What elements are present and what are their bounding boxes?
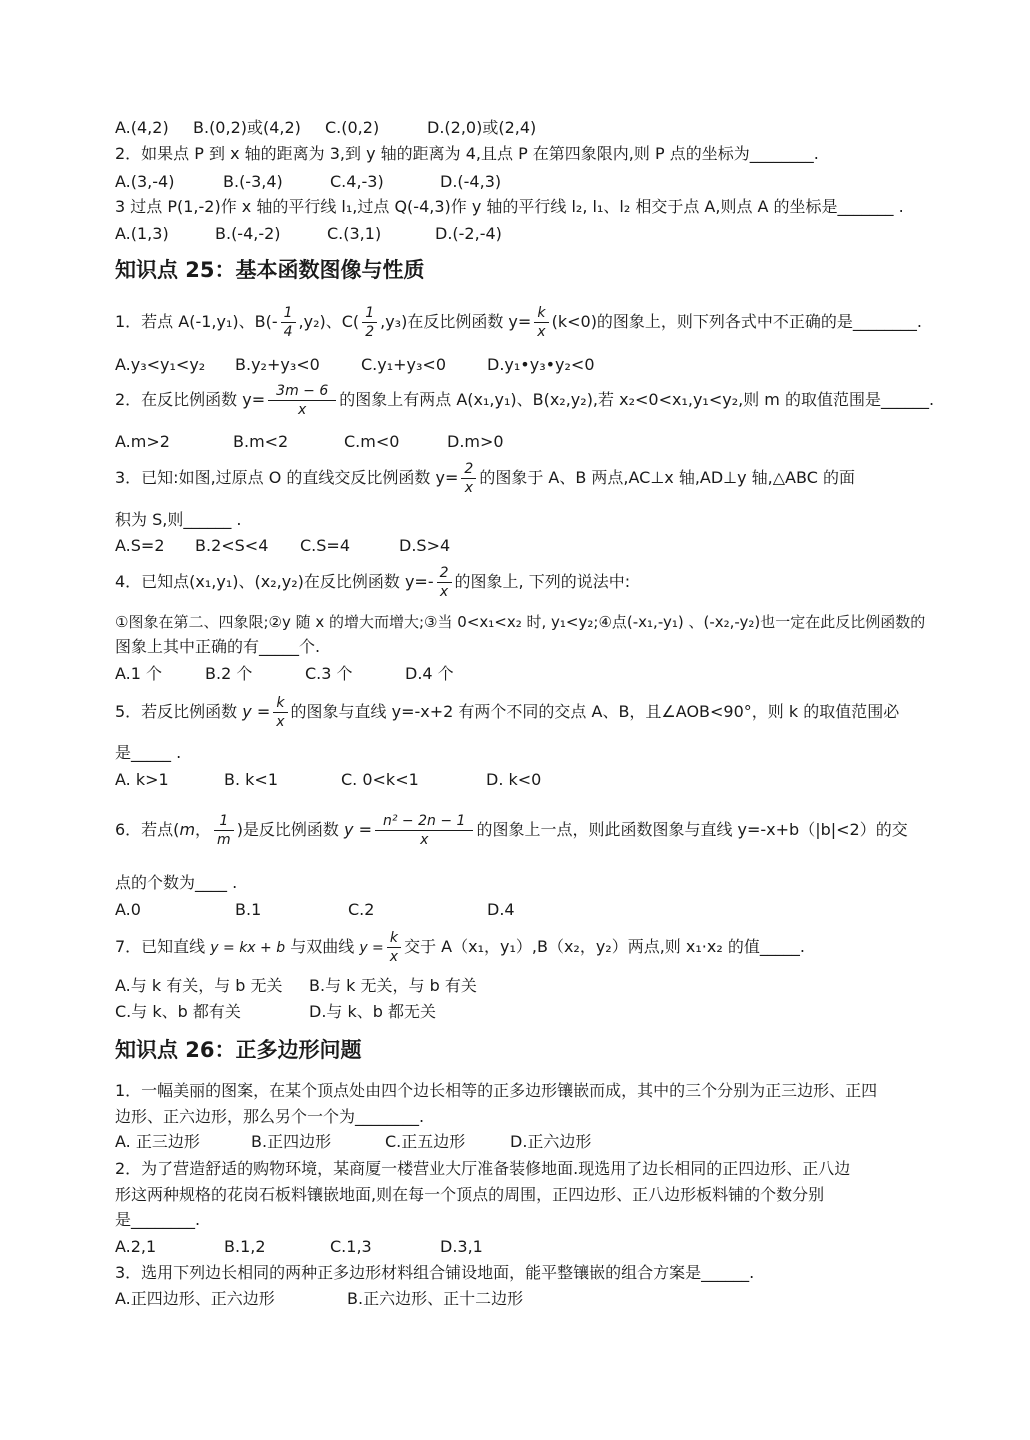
option-d: D.(-2,-4) <box>435 224 502 243</box>
denominator: x <box>537 324 546 340</box>
question-text: 的图象上, 下列的说法中: <box>454 572 631 591</box>
fraction <box>375 812 473 849</box>
fraction <box>281 304 296 341</box>
option-d: D. k<0 <box>486 770 542 789</box>
numerator: 1 <box>281 304 296 323</box>
question-text: )是反比例函数 <box>236 820 339 839</box>
option-a: A.正四边形、正六边形 <box>115 1289 275 1308</box>
question-text: 5．若反比例函数 <box>115 702 238 721</box>
option-b: B.(-4,-2) <box>215 224 281 243</box>
question-text: ,y₂)、C( <box>298 312 360 331</box>
option-c: C.正五边形 <box>385 1132 466 1151</box>
option-a: A.0 <box>115 900 141 919</box>
numerator: 3m − 6 <box>268 382 336 401</box>
option-d: D.y₁•y₃•y₂<0 <box>487 355 595 374</box>
numerator: n² − 2n − 1 <box>375 812 473 831</box>
option-b: B.2 个 <box>205 664 253 683</box>
question-text: ①图象在第二、四象限;②y 随 x 的增大而增大;③当 0<x₁<x₂ 时, y₁<y₂;④点(-x₁,-y₁) 、(-x₂,-y₂)也一定在此反比例函数的 <box>115 613 926 631</box>
question-2 <box>115 382 934 419</box>
option-a: A.1 个 <box>115 664 163 683</box>
option-d: D.4 <box>487 900 515 919</box>
question-6 <box>115 812 908 849</box>
question-text: 1．一幅美丽的图案，在某个顶点处由四个边长相等的正多边形镶嵌而成，其中的三个分别为正三边形、正四 <box>115 1081 878 1100</box>
fraction <box>461 460 476 497</box>
fraction <box>437 564 452 601</box>
math-expression: m <box>179 820 196 839</box>
section-heading: 知识点 26：正多边形问题 <box>115 1038 362 1062</box>
option-d: D.3,1 <box>440 1237 483 1256</box>
option-d: D.(-4,3) <box>440 172 502 191</box>
question-text: 3．已知:如图,过原点 O 的直线交反比例函数 y= <box>115 468 459 487</box>
option-a: A.2,1 <box>115 1237 157 1256</box>
math-expression: y = <box>344 820 372 839</box>
option-c: C.(0,2) <box>325 118 380 137</box>
question-text: ,y₃)在反比例函数 y= <box>380 312 532 331</box>
question-1 <box>115 304 922 341</box>
option-c: C.与 k、b 都有关 <box>115 1002 241 1021</box>
numerator: k <box>387 929 401 948</box>
question-text: 的图象上一点，则此函数图象与直线 y=-x+b（|b|<2）的交 <box>476 820 908 839</box>
option-b: B.与 k 无关，与 b 有关 <box>309 976 477 995</box>
option-c: C.m<0 <box>344 432 400 451</box>
question-text: 是________. <box>115 1210 201 1229</box>
question-text: 4．已知点(x₁,y₁)、(x₂,y₂)在反比例函数 y=- <box>115 572 434 591</box>
option-a: A.(4,2) <box>115 118 169 137</box>
numerator: 1 <box>362 304 377 323</box>
math-expression: y = kx + b <box>210 940 286 956</box>
option-b: B.m<2 <box>233 432 289 451</box>
fraction <box>534 304 548 341</box>
question-text: 交于 A（x₁，y₁）,B（x₂，y₂）两点,则 x₁·x₂ 的值_____. <box>404 937 805 956</box>
numerator: 2 <box>461 460 476 479</box>
question-text: 图象上其中正确的有_____个. <box>115 637 321 656</box>
option-a: A. k>1 <box>115 770 169 789</box>
option-c: C.y₁+y₃<0 <box>361 355 447 374</box>
question-text: ， <box>195 820 212 839</box>
option-c: C.2 <box>348 900 375 919</box>
option-c: C.S=4 <box>300 536 350 555</box>
question-3 <box>115 460 855 497</box>
question-text: 3 过点 P(1,-2)作 x 轴的平行线 l₁,过点 Q(-4,3)作 y 轴的平行线 l₂, l₁、l₂ 相交于点 A,则点 A 的坐标是_______ . <box>115 197 904 216</box>
question-text: 7．已知直线 <box>115 937 206 956</box>
question-text: 形这两种规格的花岗石板料镶嵌地面,则在每一个顶点的周围，正四边形、正八边形板料铺的个数分别 <box>115 1185 825 1204</box>
question-text: 1．若点 A(-1,y₁)、B(- <box>115 312 278 331</box>
fraction <box>273 694 287 731</box>
question-text: 2．为了营造舒适的购物环境，某商厦一楼营业大厅准备装修地面.现选用了边长相同的正四边形、正八边 <box>115 1159 851 1178</box>
fraction <box>268 382 336 419</box>
option-c: C.4,-3) <box>330 172 384 191</box>
denominator: 4 <box>283 324 293 340</box>
option-a: A. 正三边形 <box>115 1132 200 1151</box>
math-expression: y = <box>359 940 384 956</box>
section-heading: 知识点 25：基本函数图像与性质 <box>115 258 425 282</box>
option-d: D.与 k、b 都无关 <box>309 1002 437 1021</box>
question-text: 的图象于 A、B 两点,AC⊥x 轴,AD⊥y 轴,△ABC 的面 <box>479 468 855 487</box>
denominator: m <box>217 832 231 848</box>
question-text: 点的个数为____ . <box>115 873 238 892</box>
numerator: k <box>273 694 287 713</box>
question-text: (k<0)的图象上，则下列各式中不正确的是________. <box>551 312 923 331</box>
option-c: C. 0<k<1 <box>341 770 419 789</box>
question-text: 的图象上有两点 A(x₁,y₁)、B(x₂,y₂),若 x₂<0<x₁,y₁<y₂,则 m 的取值范围是______. <box>339 390 935 409</box>
option-d: D.4 个 <box>405 664 454 683</box>
option-b: B.正四边形 <box>251 1132 332 1151</box>
question-5 <box>115 694 899 731</box>
option-a: A.y₃<y₁<y₂ <box>115 355 206 374</box>
math-expression: y = <box>242 702 271 721</box>
question-text: 2．在反比例函数 y= <box>115 390 266 409</box>
fraction <box>214 812 234 849</box>
question-text: 边形、正六边形，那么另个一个为________. <box>115 1107 425 1126</box>
denominator: x <box>420 832 429 848</box>
option-b: B.y₂+y₃<0 <box>235 355 320 374</box>
option-b: B.(-3,4) <box>223 172 283 191</box>
option-d: D.(2,0)或(2,4) <box>427 118 537 137</box>
option-c: C.(3,1) <box>327 224 382 243</box>
question-text: 3．选用下列边长相同的两种正多边形材料组合铺设地面，能平整镶嵌的组合方案是______. <box>115 1263 755 1282</box>
denominator: x <box>389 949 399 965</box>
option-c: C.1,3 <box>330 1237 372 1256</box>
option-b: B.1 <box>235 900 262 919</box>
option-a: A.(3,-4) <box>115 172 175 191</box>
option-d: D.m>0 <box>447 432 504 451</box>
denominator: x <box>298 402 307 418</box>
option-b: B.1,2 <box>224 1237 266 1256</box>
question-text: 的图象与直线 y=-x+2 有两个不同的交点 A、B，且∠AOB<90°，则 k 的取值范围必 <box>290 702 900 721</box>
question-4 <box>115 564 630 601</box>
question-text: 积为 S,则______ . <box>115 510 242 529</box>
option-b: B.2<S<4 <box>195 536 269 555</box>
question-text: 是_____ . <box>115 743 182 762</box>
option-b: B. k<1 <box>224 770 278 789</box>
fraction <box>362 304 377 341</box>
option-a: A.m>2 <box>115 432 170 451</box>
question-text: 6．若点( <box>115 820 180 839</box>
option-a: A.(1,3) <box>115 224 169 243</box>
numerator: 2 <box>437 564 452 583</box>
option-a: A.与 k 有关，与 b 无关 <box>115 976 283 995</box>
option-c: C.3 个 <box>305 664 353 683</box>
option-d: D.正六边形 <box>510 1132 592 1151</box>
question-text: 与双曲线 <box>290 937 355 956</box>
option-d: D.S>4 <box>399 536 451 555</box>
denominator: 2 <box>365 324 375 340</box>
option-b: B.(0,2)或(4,2) <box>193 118 301 137</box>
denominator: x <box>439 584 449 600</box>
question-7 <box>115 929 805 966</box>
denominator: x <box>464 480 473 496</box>
numerator: k <box>534 304 548 323</box>
question-text: 2．如果点 P 到 x 轴的距离为 3,到 y 轴的距离为 4,且点 P 在第四象限内,则 P 点的坐标为________. <box>115 144 819 163</box>
option-b: B.正六边形、正十二边形 <box>347 1289 524 1308</box>
option-a: A.S=2 <box>115 536 165 555</box>
fraction <box>387 929 401 966</box>
denominator: x <box>276 714 285 730</box>
numerator: 1 <box>214 812 234 831</box>
